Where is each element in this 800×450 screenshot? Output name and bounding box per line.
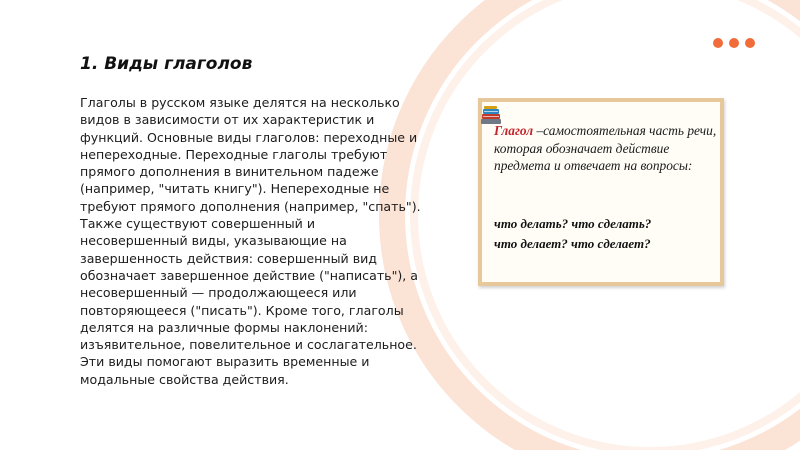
dot-icon <box>729 38 739 48</box>
definition-card <box>478 98 724 286</box>
question-line: что делать? что сделать? <box>494 216 652 231</box>
definition-text <box>494 122 722 175</box>
body-paragraph: Глаголы в русском языке делятся на несколько видов в зависимости от их характеристик и функций. Основные виды глаголов: переходные и непереходные. Переходные глаголы требуют прямого дополнения в винительном падеже (например, "читать книгу"). Непереходные не требуют прямого дополнения (например, "спать"). Также существуют совершенный и несовершенный виды, указывающие на завершенность действия: совершенный вид обозначает завершенное действие ("написать"), а несовершенный — продолжающееся или повторяющееся ("писать"). Кроме того, глаголы делятся на различные формы наклонений: изъявительное, повелительное и сослагательное. Эти виды помогают выразить временные и модальные свойства действия. <box>80 95 421 387</box>
menu-dots-icon <box>713 38 755 48</box>
dot-icon <box>713 38 723 48</box>
term-label: Глагол <box>494 123 534 138</box>
slide-title: 1. Виды глаголов <box>80 54 253 74</box>
question-line: что делает? что сделает? <box>494 236 651 251</box>
definition-body: –самостоятельная часть речи, которая обозначает действие предмета и отвечает на вопросы: <box>494 123 717 173</box>
dot-icon <box>745 38 755 48</box>
questions-block <box>494 214 722 254</box>
